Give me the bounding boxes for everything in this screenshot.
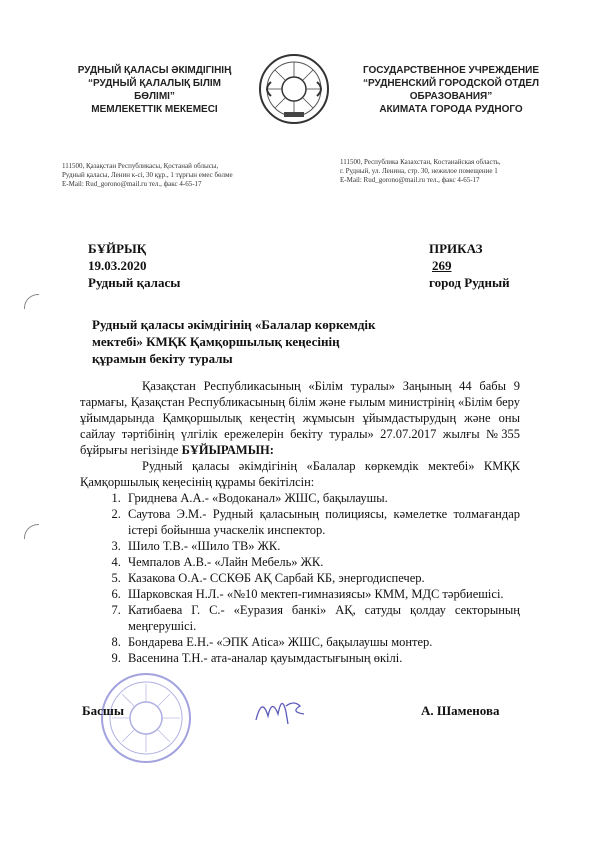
list-item: 3. Шило Т.В.- «Шило ТВ» ЖК. — [124, 538, 520, 554]
address-left — [62, 162, 292, 189]
address-left-line: Рудный қаласы, Ленин к-сі, 30 құр., 1 тұрғын емес бөлме — [62, 171, 233, 179]
signatory-name: А. Шаменова — [421, 703, 500, 718]
command-word: БҰЙЫРАМЫН: — [181, 443, 274, 457]
header-right-line: АКИМАТА ГОРОДА РУДНОГО — [379, 104, 523, 115]
order-city-kz: Рудный қаласы — [88, 275, 181, 290]
order-number: 269 — [432, 258, 452, 273]
header-left-line: РУДНЫЙ ҚАЛАСЫ ӘКІМДІГІНІҢ — [77, 65, 232, 76]
subject-line: Рудный қаласы әкімдігінің «Балалар көркемдік — [92, 317, 376, 332]
order-subject — [92, 316, 432, 367]
punch-hole-mark — [24, 524, 39, 539]
header-right-line: ГОСУДАРСТВЕННОЕ УЧРЕЖДЕНИЕ — [362, 65, 540, 76]
order-date: 19.03.2020 — [88, 258, 147, 273]
address-left-line: E-Mail: Rud_gorono@mail.ru тел., факс 4-65-17 — [62, 180, 202, 188]
header-left-line: “РУДНЫЙ ҚАЛАЛЫҚ БІЛІМ — [88, 78, 221, 89]
order-block-left — [88, 240, 288, 291]
list-item: 9. Васенина Т.Н.- ата-аналар қауымдастығының өкілі. — [124, 650, 520, 666]
address-right-line: E-Mail: Rud_gorono@mail.ru тел., факс 4-65-17 — [340, 176, 480, 184]
preamble-paragraph — [80, 378, 520, 458]
list-item: 5. Казакова О.А.- ССКӨБ АҚ Сарбай КБ, энергодиспечер. — [124, 570, 520, 586]
subject-line: мектебі» КМҚК Қамқоршылық кеңесінің — [92, 334, 340, 349]
address-right-line: 111500, Республика Казахстан, Костанайская область, — [340, 158, 501, 166]
header-left-org-name — [52, 64, 257, 116]
list-item: 2. Саутова Э.М.- Рудный қаласының полициясы, кәмелетке толмағандар істері бойынша учаскелік инспектор. — [124, 506, 520, 538]
list-item: 8. Бондарева Е.Н.- «ЭПК Atica» ЖШС, бақылаушы монтер. — [124, 634, 520, 650]
handwritten-signature-icon — [250, 690, 310, 730]
header-left-line: БӨЛІМІ” — [134, 91, 175, 102]
punch-hole-mark — [24, 294, 39, 309]
order-city-ru: город Рудный — [429, 275, 510, 290]
state-emblem-icon — [257, 52, 331, 126]
list-item: 4. Чемпалов А.В.- «Лайн Мебель» ЖК. — [124, 554, 520, 570]
header-right-org-name — [336, 64, 566, 116]
order-title-kz: БҰЙРЫҚ — [88, 241, 147, 256]
order-title-ru: ПРИКАЗ — [429, 241, 483, 256]
address-right — [340, 158, 570, 185]
header-left-line: МЕМЛЕКЕТТІК МЕКЕМЕСІ — [91, 104, 218, 115]
address-right-line: г. Рудный, ул. Ленина, стр. 30, нежилое помещение 1 — [340, 167, 498, 175]
members-list — [80, 490, 520, 666]
header-right-line: ОБРАЗОВАНИЯ” — [409, 91, 493, 102]
subject-line: құрамын бекіту туралы — [92, 351, 233, 366]
order-body — [80, 378, 520, 666]
address-left-line: 111500, Қазақстан Республикасы, Қостанай облысы, — [62, 162, 219, 170]
preamble-text: Қазақстан Республикасының «Білім туралы» Заңының 44 бабы 9 тармағы, Қазақстан Республикасының білім және ғылым министрінің «Білім беру ұйымдарында Қамқоршылық кеңестің жұмысын ұйымдастырудың және оны сайлау тәртібінің үлгілік ережелерін бекіту туралы» 27.07.2017 жылғы №355 бұйрығы негізінде — [80, 379, 520, 457]
order-block-right — [429, 240, 569, 291]
header-right-line: “РУДНЕНСКИЙ ГОРОДСКОЙ ОТДЕЛ — [362, 78, 540, 89]
list-item: 7. Катибаева Г. С.- «Еуразия банкі» АҚ, сатуды қолдау секторының меңгерушісі. — [124, 602, 520, 634]
list-item: 1. Гриднева А.А.- «Водоканал» ЖШС, бақылаушы. — [124, 490, 520, 506]
signatory-position: Басшы — [82, 703, 124, 718]
list-item: 6. Шарковская Н.Л.- «№10 мектеп-гимназиясы» КММ, МДС тәрбиешісі. — [124, 586, 520, 602]
approval-paragraph: Рудный қаласы әкімдігінің «Балалар көркемдік мектебі» КМҚК Қамқоршылық кеңесінің құрамы бекітілсін: — [80, 459, 520, 489]
